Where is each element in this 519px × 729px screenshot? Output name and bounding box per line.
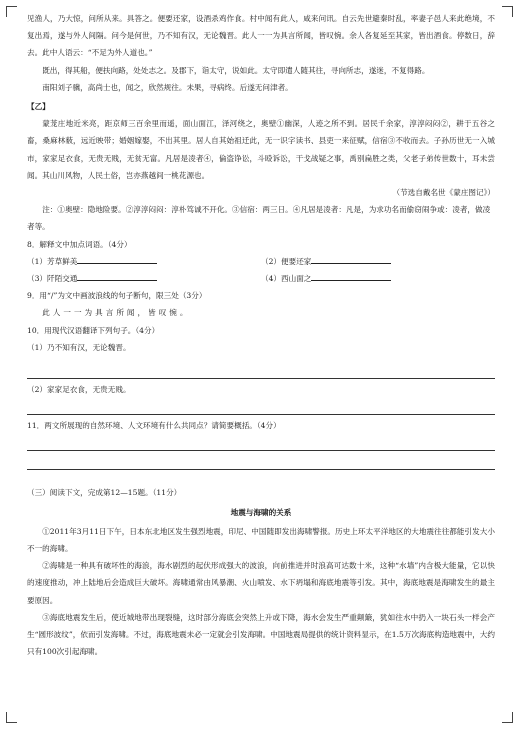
- article-paragraph-3: ③海底地震发生后，使近城地带出现裂缝，这时部分海底会突然上升或下降，海水会发生严重颠簸，犹如往水中扔入一块石头一样会产生“圆形波纹”，依而引发海啸。不过，海底地震未必一定就会引发海啸。中国地震局提供的统计资料显示，在1.5万次海底构造地震中，大约只有100次引起海啸。: [27, 612, 495, 657]
- question-10-stem: 10．用现代汉语翻译下列句子。（4分）: [27, 325, 160, 335]
- question-8-item-3: （3）阡陌交通: [27, 274, 78, 284]
- question-8-item-1: （1）芳草鲜美: [27, 256, 78, 266]
- passage-jia-paragraph-2: 既出，得其船，便扶向路，处处志之。及郡下，诣太守，说如此。太守即遣人随其往，寻向所志，遂迷，不复得路。: [42, 65, 430, 75]
- passage-yi-source: （节选自戴名世《蒙庄图记》）: [392, 188, 495, 198]
- question-9-stem: 9．用“/”为文中画波浪线的句子断句，限三处（3分）: [27, 291, 207, 301]
- article-paragraph-2: ②海啸是一种具有破坏性的海浪，海水剧烈的起伏形成强大的波浪，向前推进并时浪高可达数十米，这种“水墙”内含极大能量，它以快的速度推动，冲上陆地后会造成巨大破坏。海啸通常由风暴潮、火山喷发、水下坍塌和海底地震等引发。其中，海底地震是海啸发生的最主要原因。: [27, 561, 495, 605]
- answer-blank-8-4[interactable]: [311, 270, 391, 281]
- crop-mark-top-left: [6, 6, 17, 17]
- crop-mark-bottom-left: [6, 712, 17, 723]
- question-8-stem: 8．解释文中加点词语。（4分）: [27, 239, 132, 249]
- question-10-item-2: （2）家家足衣食，无贵无贱。: [27, 385, 131, 395]
- passage-jia-paragraph-3: 南阳刘子骥，高尚士也，闻之，欣然规往。未果，寻病终。后遂无问津者。: [42, 82, 293, 92]
- answer-blank-8-1[interactable]: [77, 253, 157, 264]
- passage-yi: 蒙茏庄地近米亮，距京师三百余里而遥，面山面江，泽河绕之，奥壁①幽深，人迹之所不到。居民千余家，淳淳闷闷②，耕于五谷之畜，桑麻林薮，远近映带；婚姻嫁娶，不出其里。居人自其始祖迁此，无一识字读书、县吏一来征赋，信宿③不收而去。子孙历世无一入城市，家家足衣食，无贵无贱，无贫无富。凡居是凌者④，倫盗诤讼，斗殴诉讼，干戈战疑之事，禹别扁胜之类，父老子弟传世数十，耳未尝闻。其山川风物，人民土俗，岂亦燕越间一桃花源也。: [27, 119, 495, 180]
- exam-content: [27, 10, 495, 661]
- answer-blank-8-3[interactable]: [77, 270, 157, 281]
- answer-line-10-1[interactable]: [27, 362, 495, 379]
- answer-line-10-2[interactable]: [27, 398, 495, 415]
- crop-mark-top-right: [502, 6, 513, 17]
- passage-jia-paragraph-1: 见渔人，乃大惊，问所从来。具答之。便要还家，设酒杀鸡作食。村中闻有此人，咸来问讯。自云先世避秦时乱，率妻子邑人来此绝境，不复出焉，遂与外人间隔。问今是何世，乃不知有汉，无论魏晋。此人一一为具言所闻，皆叹惋。余人各复延至其家，皆出酒食。停数日，辞去。此中人语云：“不足为外人道也。”: [27, 14, 495, 58]
- question-10-item-1: （1）乃不知有汉，无论魏晋。: [27, 342, 131, 352]
- crop-mark-bottom-right: [502, 712, 513, 723]
- answer-line-11-2[interactable]: [27, 453, 495, 470]
- article-title: 地震与海啸的关系: [230, 507, 292, 517]
- answer-line-11-1[interactable]: [27, 434, 495, 451]
- part-3-intro: （三）阅读下文，完成第12—15题。（11分）: [27, 488, 182, 498]
- question-8-item-4: （4）西山面之: [261, 274, 312, 284]
- answer-blank-8-2[interactable]: [311, 253, 391, 264]
- question-11-stem: 11．两文所展现的自然环境、人文环境有什么共同点？请简要概括。（4分）: [27, 421, 281, 431]
- question-8-row-2: [27, 270, 495, 287]
- article-paragraph-1: ①2011年3月11日下午，日本东北地区发生强烈地震，印尼、中国随即发出海啸警报。历史上环太平洋地区的大地震往往都能引发大小不一的海啸。: [27, 526, 495, 554]
- question-8-row-1: [27, 253, 495, 270]
- question-9-sentence: 此人一一为具言所闻，皆叹惋。: [42, 308, 191, 318]
- section-yi-label: 【乙】: [27, 102, 50, 112]
- passage-yi-notes: 注：①奥壁：隐地险要。②淳淳闷闷：淳朴笃诚不开化。③信宿：两三日。④凡居是凌者：凡是，为求功名而偷窃闹争或：凌者，做凌者等。: [27, 205, 491, 232]
- question-8-item-2: （2）便要还家: [261, 256, 312, 266]
